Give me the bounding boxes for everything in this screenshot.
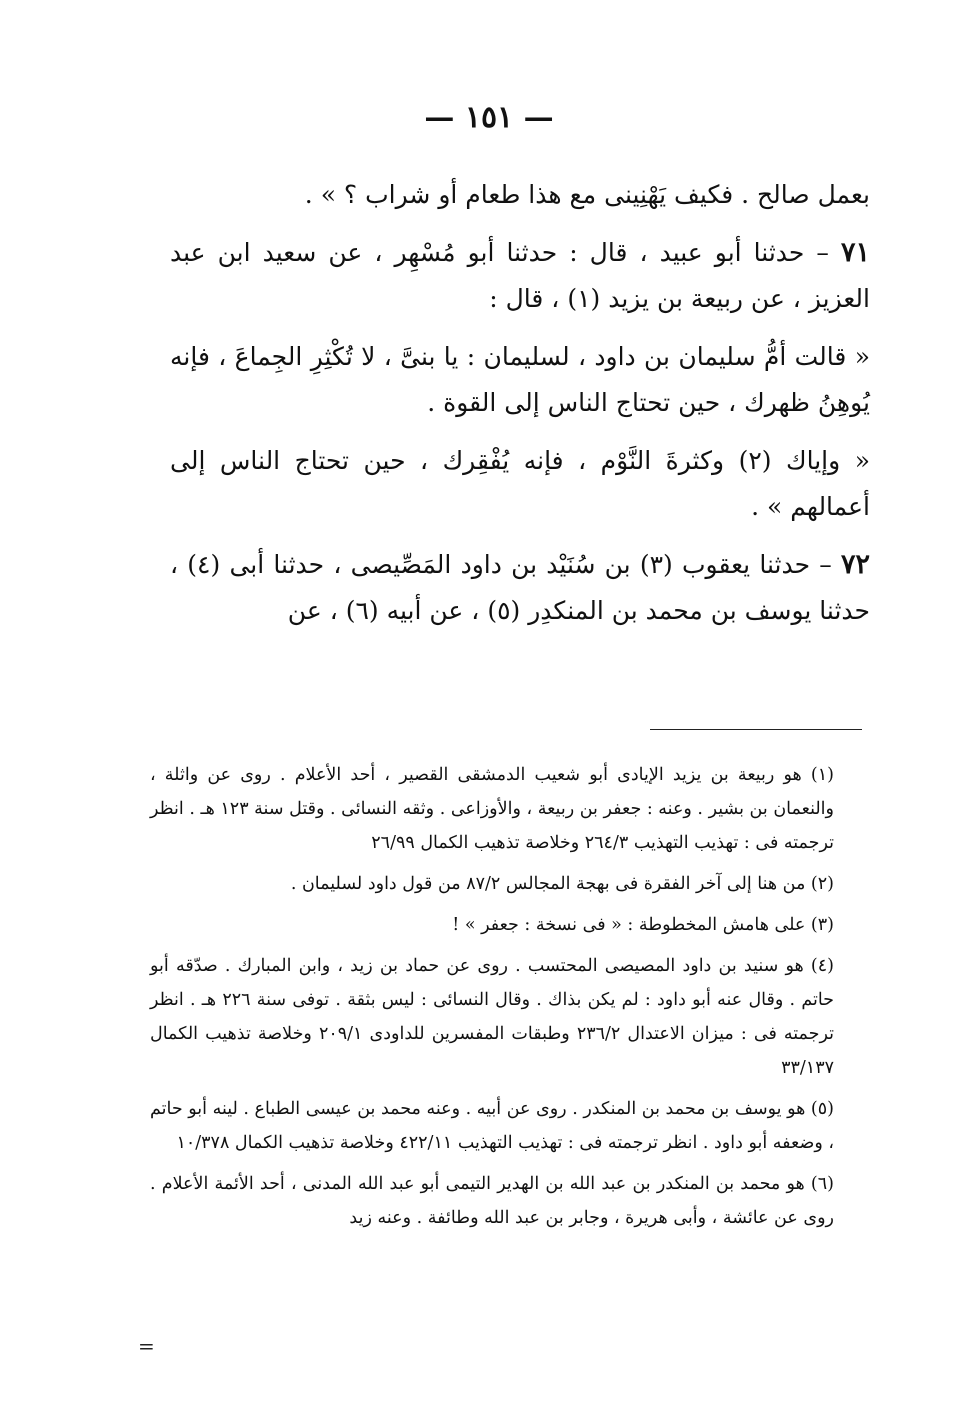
page-number: — ١٥١ —	[424, 100, 554, 135]
main-text	[170, 172, 870, 646]
paragraph-72	[170, 542, 870, 634]
footnote-6: (٦) هو محمد بن المنكدر بن عبد الله بن الهدير التيمى أبو عبد الله المدنى ، أحد الأئمة الأعلام . روى عن عائشة ، وأبى هريرة ، وجابر بن عبد الله وطائفة . وعنه زيد	[150, 1174, 834, 1228]
paragraph-71-text: – حدثنا أبو عبيد ، قال : حدثنا أبو مُسْهِر ، عن سعيد ابن عبد العزيز ، عن ربيعة بن يزيد (١) ، قال :	[170, 238, 870, 313]
footnote-3: (٣) على هامش المخطوطة : « فى نسخة : جعفر » !	[452, 915, 834, 935]
hadith-number-72: ٧٢	[840, 549, 870, 580]
paragraph-1: بعمل صالح . فكيف يَهْنِينى مع هذا طعام أو شراب ؟ » .	[304, 180, 870, 209]
footnotes	[150, 758, 872, 1242]
footnote-1: (١) هو ربيعة بن يزيد الإيادى أبو شعيب الدمشقى القصير ، أحد الأعلام . روى عن واثلة ، والنعمان بن بشير . وعنه : جعفر بن ربيعة ، والأوزاعى . وثقه النسائى . وقتل سنة ١٢٣ هـ . انظر ترجمته فى : تهذيب التهذيب ٢٦٤/٣ وخلاصة تذهيب الكمال ٢٦/٩٩	[150, 765, 834, 853]
paragraph-71	[170, 230, 870, 322]
hadith-number-71: ٧١	[840, 237, 870, 268]
footnote-5: (٥) هو يوسف بن محمد بن المنكدر . روى عن أبيه . وعنه محمد بن عيسى الطباع . لينه أبو حاتم ، وضعفه أبو داود . انظر ترجمته فى : تهذيب التهذيب ٤٢٢/١١ وخلاصة تذهيب الكمال ١٠/٣٧٨	[150, 1099, 834, 1153]
continuation-mark: =	[138, 1334, 155, 1358]
paragraph-quote-1: « قالت أمُّ سليمان بن داود ، لسليمان : يا بنىَّ ، لا تُكْثِرِ الجِماعَ ، فإنه يُوهِنُ ظهرك ، حين تحتاج الناس إلى القوة .	[170, 342, 870, 417]
footnote-divider	[650, 729, 862, 730]
paragraph-72-text: – حدثنا يعقوب (٣) بن سُنَيْد بن داود المَصِّيصى ، حدثنا أبى (٤) ، حدثنا يوسف بن محمد بن المنكدِر (٥) ، عن أبيه (٦) ، عن	[170, 550, 870, 625]
footnote-4: (٤) هو سنيد بن داود المصيصى المحتسب . روى عن حماد بن زيد ، وابن المبارك . صدّقه أبو حاتم . وقال عنه أبو داود : لم يكن بذاك . وقال النسائى : ليس بثقة . توفى سنة ٢٢٦ هـ . انظر ترجمته فى : ميزان الاعتدال ٢٣٦/٢ وطبقات المفسرين للداودى ٢٠٩/١ وخلاصة تذهيب الكمال ٣٣/١٣٧	[150, 956, 835, 1078]
paragraph-quote-2: « وإياك (٢) وكثرةَ النَّوْم ، فإنه يُفْقِرك ، حين تحتاج الناس إلى أعمالهم » .	[170, 446, 870, 521]
footnote-2: (٢) من هنا إلى آخر الفقرة فى بهجة المجالس ٨٧/٢ من قول داود لسليمان .	[290, 874, 834, 894]
